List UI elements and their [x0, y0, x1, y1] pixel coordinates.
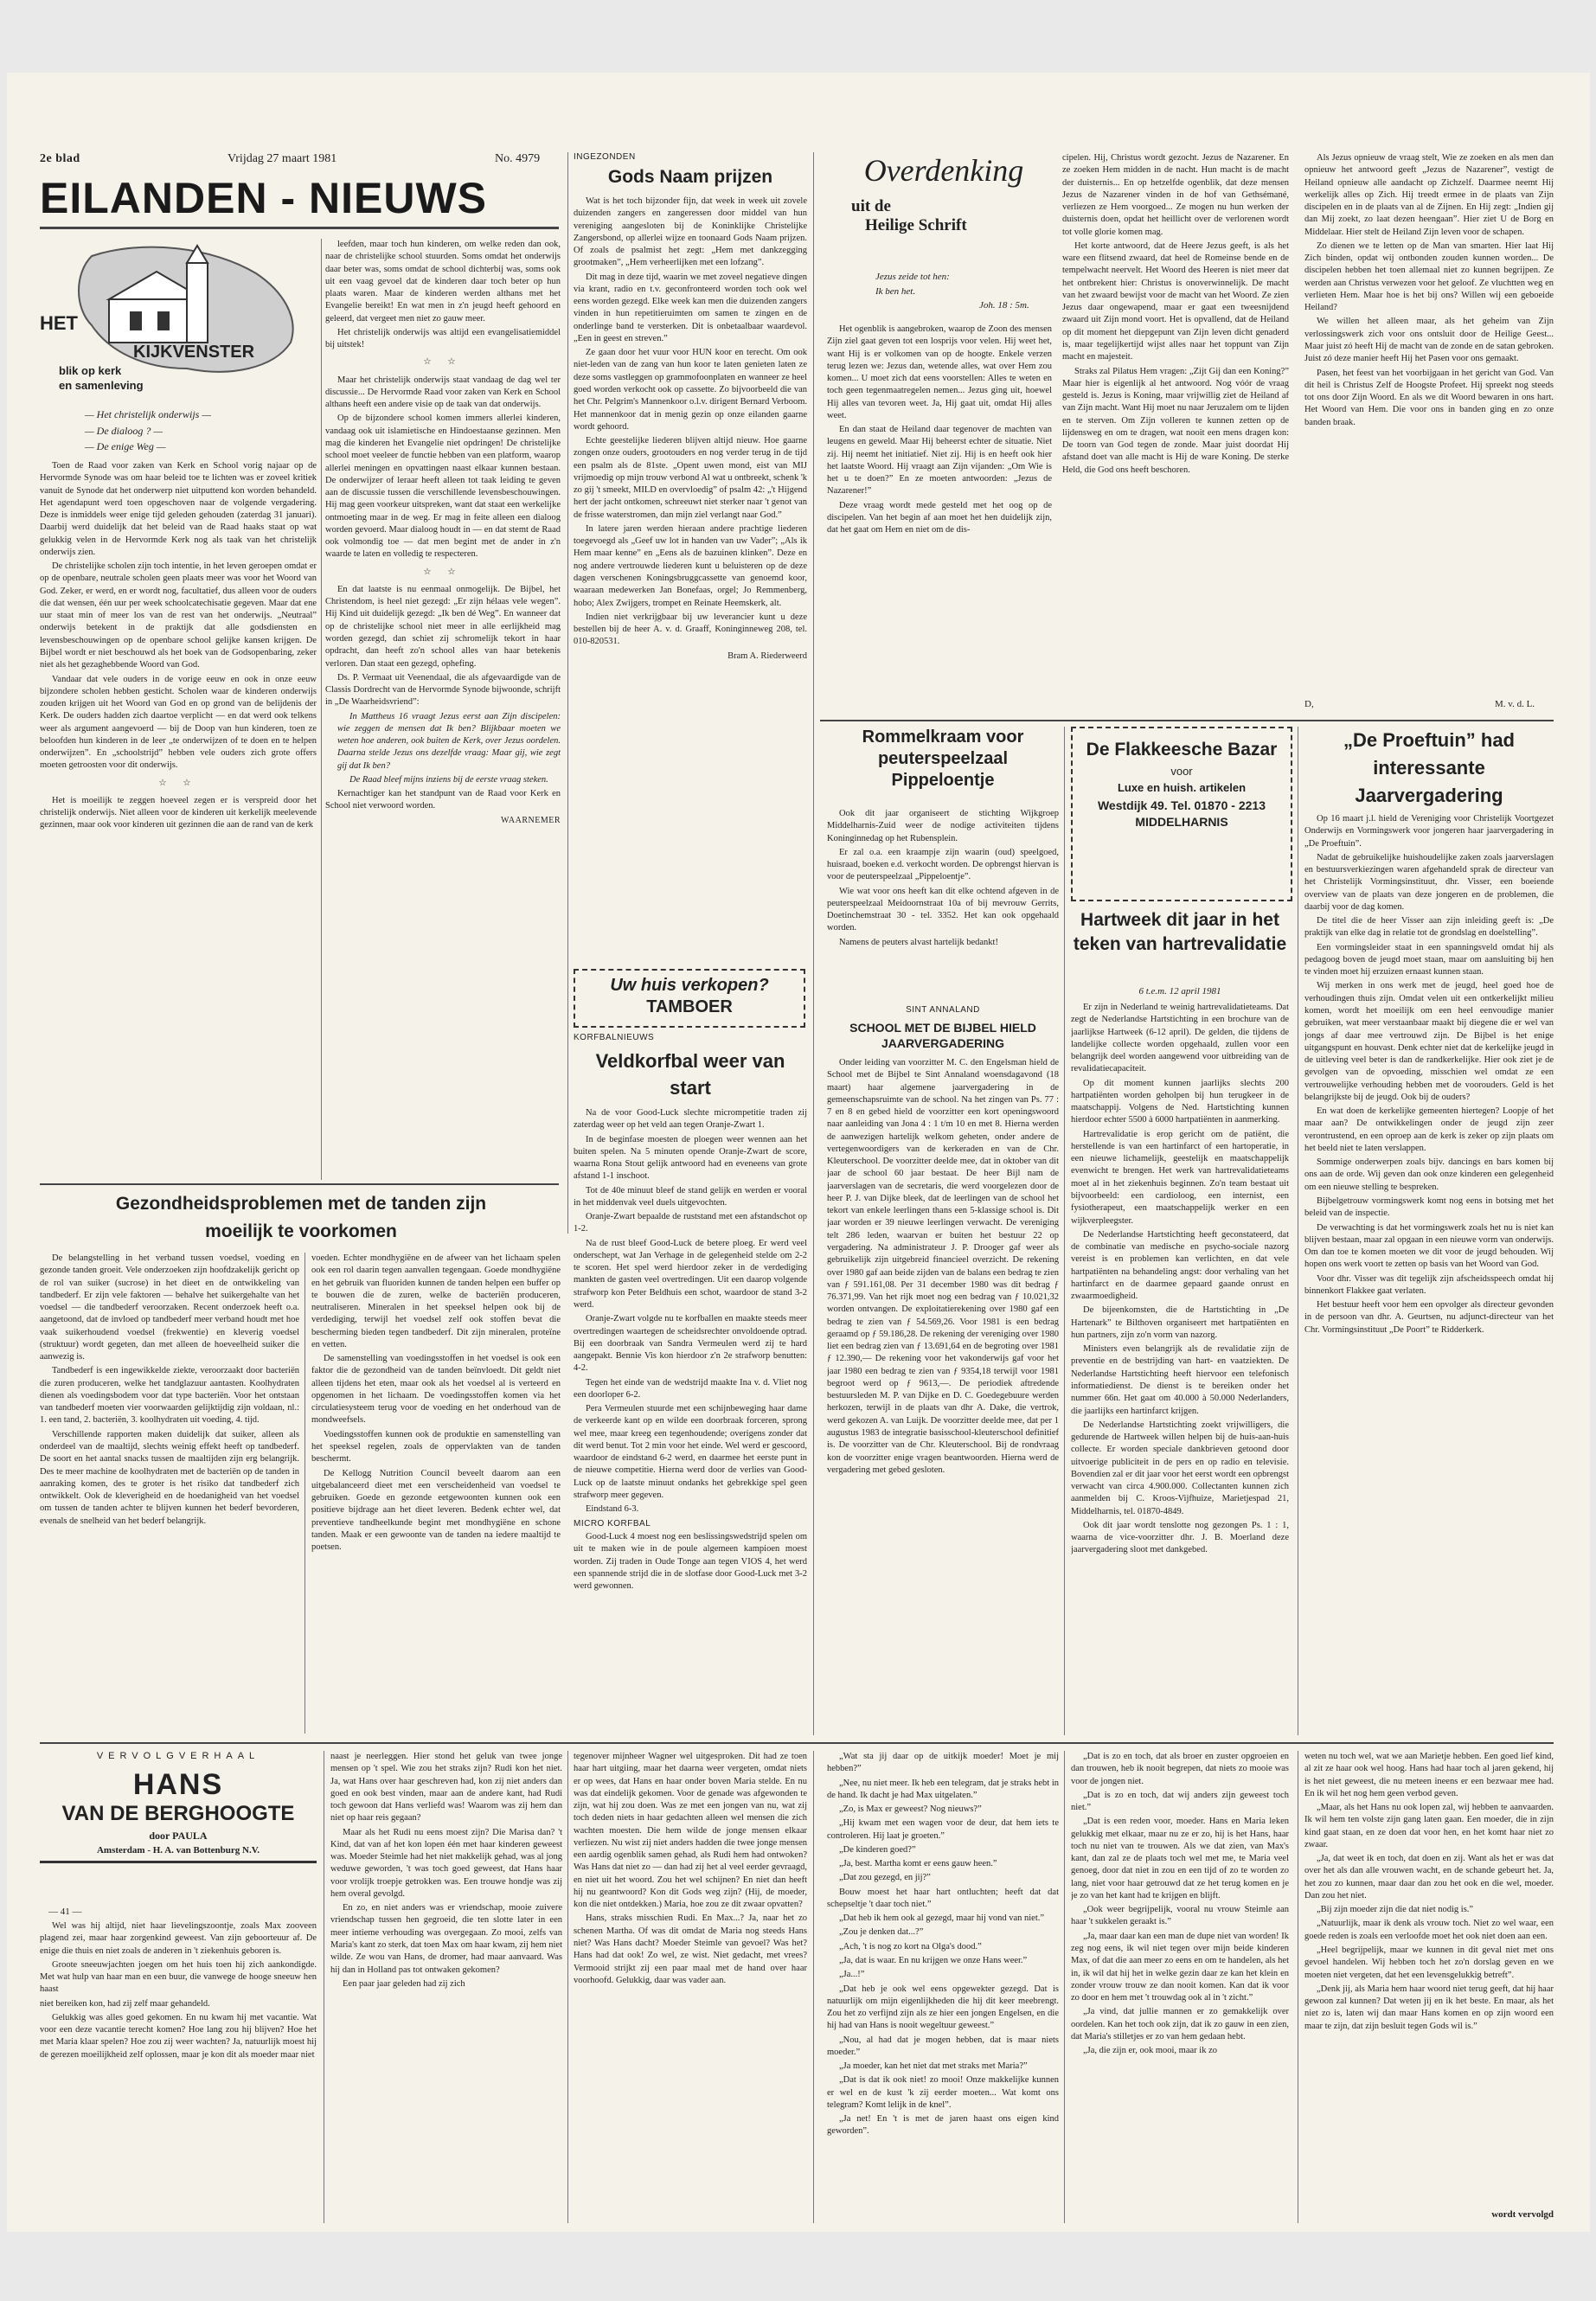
paragraph: „Zo, is Max er geweest? Nog nieuws?”	[839, 1804, 982, 1815]
serial-author: door PAULA	[149, 1830, 208, 1842]
signature-left: D,	[1304, 699, 1314, 709]
paragraph: „Hij kwam met een wagen voor de deur, dat hem iets te controleren. Hij laat je groeten.”	[827, 1818, 1059, 1841]
tamboer-line2: TAMBOER	[646, 997, 733, 1016]
proeftuin-body	[1304, 813, 1554, 1735]
paragraph: „Zou je denken dat...?”	[839, 1927, 924, 1938]
paragraph: Wij merken in ons werk met de jeugd, heel goed hoe de verhoudingen thuis zijn. Omdat velen uit een ontkerkelijkt milieu komen, wordt het moeilijk om een heel eenvoudige manier gebruiken, wat meer verstaanbaar maakt bij diegene die er wel van jongs af daar mee vertrouwd zijn. De Bijbel is het enige uitgangspunt en houvast. Denk echter niet dat de kerkelijke jeugd in de uitleving veel beter is dan de randkerkelijke. Hier ook ziet je de gevolgen van de opvoeding, misschien wel omdat ze een vertrouwelijke verhouding hebben met de voorouders. Geld is het belangrijkste bij de jeugd. Ook bij de ouders?	[1304, 981, 1554, 1102]
paragraph: Pasen, het feest van het voorbijgaan in het gericht van God. Van dit heil is Christus Zelf de Hoogste Profeet. Hij spreekt nog steeds tot ons door Zijn Woord. En als we dit Woord bewaren in ons hart. Het Woord van Hem. Die voor ons in banden ging en zo onze banden braak.	[1304, 368, 1554, 427]
subheading: MICRO KORFBAL	[574, 1518, 651, 1529]
overdenking-sub2: Heilige Schrift	[865, 216, 967, 234]
column-rule	[813, 1751, 814, 2223]
paragraph: Onder leiding van voorzitter M. C. den Engelsman hield de School met de Bijbel te Sint Annaland woensdagavond (18 maart) haar algemene jaarvergadering in de gemeenschapsruimte van de school. Na het zingen van Ps. 77 : 7 en 8 en gebed hield de voorzitter een kort openingswoord naar aanleiding van Jona 4 : 1 t/m 10 en met 8. Hierna werden de aanwezigen hartelijk welkom geheten, onder andere de vertegenwoordigers van de kerkeraden en van de Chr. Kleuterschool. De voorzitter deelde mee, dat in oktober van dit jaar de school 60 jaar bestaat. De heer Bijl nam de jaarverslagen van de secretaris, die werd voorgelezen door de heer P. J. van Dijke bleek, dat de leerlingen van de school het tekort van enkele leerlingen thans een 5-klassige school is. Dit jaar worden er 39 nieuwe leerlingen verwacht. De vereniging telt 286 leden, waarvan er buiten het bestuur 22 op vergadering. Na administrateur J. P. Drooger gaf weer als gebruikelijk zijn uitgebreid financieel overzicht. De rekening over 1980 gaf aan beide zijden van de balans een bedrag te zien van ƒ 591.161,08. Per 31 december 1980 was dit bedrag ƒ 76.371,99. Van het rijk moet nog een bedrag van ƒ 10.021,32 worden ontvangen. De exploitatierekening over 1980 gaf een bedrag te zien van ƒ 54.569,26. Voor 1981 is een bedrag geraamd op ƒ 59.186,28. De rekening der vereniging over 1980 liet een bedrag zien van ƒ 13.691,64 en de begroting over 1981 ƒ 12.390,— De rekening voor het vakonderwijs gaf voor het jaar 1980 een bedrag te zien van ƒ 9354,18 terwijl voor 1981 begroot werd op ƒ 9613,—. De periodiek aftredende bestuursleden M. P. van Dijke en D. C. Goedegebuure werden herkozen, terwijl in de plaats van dhr A. Dake, die vertrok, werd gekozen A. van Luijk. De voorzitter deelde mee, dat per 1 augustus 1983 de integratie basisschool-kleuterschool definitief is. De voorzitter van de Chr. Kleuterschool. Bij de rondvraag kon de voorzitter enige vragen beantwoorden. Hierna werd de vergadering met gebed gesloten.	[827, 1058, 1059, 1475]
serial-kicker: VERVOLGVERHAAL	[96, 1751, 260, 1761]
serial-publisher: Amsterdam - H. A. van Bottenburg N.V.	[96, 1845, 260, 1856]
serial-column-4	[827, 1751, 1059, 2223]
kijkvenster-column-2	[325, 239, 561, 1173]
paragraph: Eindstand 6-3.	[586, 1504, 639, 1515]
serial-column-1	[40, 1920, 317, 2223]
paragraph: Er zijn in Nederland te weinig hartrevalidatieteams. Dat zegt de Nederlandse Hartstichting in een brochure van de jaarlijkse Hartweek (6-12 april). De gelden, die tijdens de landelijke collecte worden opgehaald, zullen voor een belangrijk deel worden aangewend voor uitbreiding van de revalidatiecapaciteit.	[1071, 1003, 1289, 1074]
quote: De Raad bleef mijns inziens bij de eerste vraag steken.	[349, 774, 548, 785]
section-stars: ☆ ☆	[423, 567, 463, 577]
paragraph: Maar als het Rudi nu eens moest zijn? Die Marisa dan? 't Kind, dat van af het kon lopen één met haar kinderen geweest was. Moeder Steimle had het niet makkelijk gehad, was al jong weduwe geworden, 't was toch goed geweest, dat Hans haar voor vrolijk troepje getrokken was. Een trouwe hondje was zij hem overal gevolgd.	[330, 1827, 562, 1899]
paragraph: leefden, maar toch hun kinderen, om welke reden dan ook, naar de christelijke school stuurden. Soms omdat het onderwijs daar beter was, soms omdat de school dichterbij was, soms ook uit een vaag gevoel dat de kinderen daar toch beter op hun plaats waren. Maar de kinderen werden althans met het Evangelie bereikt! En wat men in z'n jeugd heeft gehoord en geleerd, dat vergeet men niet zo gauw meer.	[325, 240, 561, 324]
paragraph: „Ja vind, dat jullie mannen er zo gemakkelijk over oordelen. Kan het toch ook zijn, dat ik zo gauw in een zien, dat Maria's stilletjes er zo van hem gedaan hebt.	[1071, 2007, 1289, 2041]
paragraph: Het bestuur heeft voor hem een opvolger als directeur gevonden in de persoon van dhr. A. Geurtsen, nu adjunct-directeur van het Chr. Vormingsinstituut „De Poort” te Ridderkerk.	[1304, 1300, 1554, 1335]
paragraph: En wat doen de kerkelijke gemeenten hiertegen? Loopje of het maar aan? De ontwikkelingen onder de jeugd zijn zeer verontrustend, en een oproep aan de kerk is zeker op zijn plaats om het beeld niet te laten verslappen.	[1304, 1106, 1554, 1153]
paragraph: Wat is het toch bijzonder fijn, dat week in week uit zovele duizenden zangers en zangeressen door middel van hun vereniging aangesloten bij de Koninklijke Christelijke Zangersbond, op allerlei wijze en toonaard Gods Naam prijzen. Of zoals de psalmist het zegt: „Hem met dankzegging grootmaken”, „Hem verheerlijken met een lofzang”.	[574, 196, 807, 268]
serial-episode: — 41 —	[48, 1907, 82, 1917]
paragraph: Oranje-Zwart volgde nu te korfballen en maakte steeds meer overtredingen waartegen de scheidsrechter onvoldoende optrad. Bij een doorbraak van Sandra Vermeulen werd zij te hard aangepakt. Bennie Vis kon hierdoor z'n 2e strafworp benutten: 4-2.	[574, 1314, 807, 1374]
paragraph: Er zal o.a. een kraampje zijn waarin (oud) speelgoed, huisraad, boeken e.d. verkocht worden. De opbrengst hiervan is voor de peuterspeelzaal „Pippeloentje”.	[827, 847, 1059, 882]
paragraph: Sommige onderwerpen zoals bijv. dancings en bars komen bij ons aan de orde. Wij geven dan ook onze kinderen een gelegenheid om een nieuwe stelling te bespreken.	[1304, 1157, 1554, 1192]
paragraph: Maar het christelijk onderwijs staat vandaag de dag wel ter discussie... De Hervormde Raad voor zaken van Kerk en School althans heeft een andere visie op de taak van dat onderwijs.	[325, 375, 561, 410]
paragraph: De christelijke scholen zijn toch intentie, in het leven geroepen omdat er op de openbare, neutrale scholen geen plaats meer was voor het Woord van God. Zeker, er werd, en er wordt nog, facultatief, dus alleen voor de ouders die dat wensen, één uur per week schoolcatechisatie gegeven. Maar dat ene uur staat min of meer los van de rest van het onderwijs. „Neutraal” onderwijs betekent in de praktijk dat alle godsdiensten en levensbeschouwingen op de openbare school gelijke kansen krijgen. De Bijbel wordt er niet beschouwd als het boek van de Godsopenbaring, zeker niet als het gezaghebbende Woord van God.	[40, 561, 317, 670]
paragraph: Het ogenblik is aangebroken, waarop de Zoon des mensen Zijn ziel gaat geven tot een losprijs voor velen. Hij weet het, want Hij is er volkomen van op de hoogte. Enkele verzen terug lezen we: Jezus dan, wetende alles, wat over Hem zou komen... U moet zich dat eens voorstellen: Alles te weten en toch geen tegenmaatregelen nemen... Jezus ging uit, hoewel Hij alles van tevoren weet. Ja, Hij gaat uit, omdat Hij alles weet.	[827, 324, 1052, 420]
kijkvenster-column-1	[40, 460, 317, 1178]
paragraph: „Ja, die zijn er, ook mooi, maar ik zo	[1083, 2046, 1217, 2056]
newspaper-page	[7, 73, 1590, 2232]
article-title: Veldkorfbal weer van start	[595, 1050, 785, 1099]
serial-title-2: VAN DE BERGHOOGTE	[61, 1802, 295, 1825]
section-kicker: SINT ANNALAND	[906, 1005, 980, 1015]
paragraph: „Ja...!”	[839, 1970, 865, 1980]
paragraph: Voedingsstoffen kunnen ook de produktie en samenstelling van het speeksel regelen, zoals de oppervlakten van de tanden beschermt.	[311, 1429, 561, 1465]
paragraph: Zo dienen we te letten op de Man van smarten. Hier laat Hij Zich binden, opdat wij ontbonden zouden kunnen worden... De discipelen hebben het toen allemaal niet zo kunnen begrijpen. Ze werden aan Christus verwezen voor het geloof. Ze vluchtten weg en verlieten Hem. Maar hoe is het bij ons? Willen wij een geboeide Heiland?	[1304, 240, 1554, 313]
paragraph: Gelukkig was alles goed gekomen. En nu kwam hij met vacantie. Wat voor een deze vacantie terecht komen? Hoe lang zou hij blijven? Hoe het met Maria klaar spelen? Hoe zou zij weer wachten? Ja, natuurlijk moest hij de gerezen moeilijkheid zelf oplossen, maar je kon dit als moeder maar niet	[40, 2012, 317, 2060]
paragraph: Op dit moment kunnen jaarlijks slechts 200 hartpatiënten worden geholpen bij hun terugkeer in de maatschappij. Volgens de Ned. Hartstichting kunnen hierdoor echter 5500 à 6000 hartpatiënten in aanmerking.	[1071, 1078, 1289, 1125]
column-rule	[1064, 1751, 1065, 2223]
article-title: Hartweek dit jaar in het teken van hartrevalidatie	[1073, 910, 1287, 955]
signature-right: M. v. d. L.	[1495, 699, 1535, 709]
serial-header	[40, 1751, 317, 1907]
paragraph: „Ja, maar daar kan een man de dupe niet van worden! Ik zeg nog eens, ik wil niet tegen over mijn beide kinderen Max, of dat die aan meer zo eens en om te handelen, als het in, ik wil dat hij het in welke gezin daar ze kan het klein en zonder vrouw trouw ze dan nooit komen. Kan dat ik voor zo door en hem met 't trouwdag ook al in 't zicht.”	[1071, 1931, 1289, 2003]
section-rule	[40, 1742, 1554, 1744]
article-title: „De Proeftuin” had interessante Jaarvergadering	[1343, 729, 1515, 806]
rommelkraam-body	[827, 808, 1059, 967]
column-rule	[304, 1253, 305, 1734]
paragraph: Na de rust bleef Good-Luck de betere ploeg. Er werd veel onderschept, wat Jan Verhage in de gelegenheid stelde om 2-2 te scoren. Het spel werd hierdoor zeker in de verdediging mankten de gasten veel overtredingen. Uit een daarop volgende strafworp kon Peter Beldhuis een schot, waardoor de stand 3-2 werd.	[574, 1238, 807, 1310]
paragraph: Ds. P. Vermaat uit Veenendaal, die als afgevaardigde van de Classis Dordrecht van de Hervormde Synode bijwoonde, schrijft in „De Waarheidsvriend”:	[325, 672, 561, 708]
paragraph: Na de voor Good-Luck slechte micrompetitie traden zij zaterdag weer op het veld aan tegen Oranje-Zwart 1.	[574, 1108, 807, 1131]
bazar-ad	[1071, 727, 1292, 901]
hartweek-body	[1071, 1002, 1289, 1735]
overdenking-header	[827, 152, 1061, 256]
paragraph: Als Jezus opnieuw de vraag stelt, Wie ze zoeken en als men dan opnieuw het antwoord geeft „Jezus de Nazarener”, vestigt de Heiland opnieuw alle aandacht op Zichzelf. Daarmee neemt Hij werkelijk alles op Zich. Hij treedt ermee in de plaats van Zijn discipelen en in de plaats van al de Zijnen. En Hij zegt: „Indien gij dan Mij zoekt, zo laat dezen heengaan”. Hier ziet U de Borg en Middelaar. Hier stelt de Heiland Zijn leven voor de schapen.	[1304, 153, 1554, 237]
verse-line: Ik ben het.	[875, 285, 916, 297]
logo-text-het: HET	[40, 312, 78, 334]
overdenking-sub1: uit de	[851, 197, 891, 215]
paragraph: Oranje-Zwart bepaalde de ruststand met een afstandschot op 1-2.	[574, 1212, 807, 1234]
paragraph: Hans, straks misschien Rudi. En Max...? Ja, naar het zo schenen Martha. Of was dit omdat de Maria nog steeds Hans niet? Was Hans dacht? Moeder Steimle van gevoel? Was het? Hans had dat ook! Zo wel, ze wist. Niet gedacht, met vrees? Vermooid strijkt zij een paar maal met de hand over haar voorhoofd. Gelukkig, daar was vader aan.	[574, 1913, 807, 1985]
section-kicker: INGEZONDEN	[574, 152, 636, 162]
paragraph: Een paar jaar geleden had zij zich	[343, 1978, 465, 1989]
paragraph: De bijeenkomsten, die de Hartstichting in „De Hartenark” te Bilthoven organiseert met hartpatiënten en hun partners, zijn zo'n vorm van nazorg.	[1071, 1305, 1289, 1340]
tamboer-ad	[574, 969, 805, 1028]
bazar-place: MIDDELHARNIS	[1135, 815, 1228, 830]
paragraph: In de beginfase moesten de ploegen weer wennen aan het buiten spelen. Na 5 minuten opende Oranje-Zwart de score, waarna Rona Stout gelijk antwoord had en eveneens van grote afstand 1-1 inschoot.	[574, 1134, 807, 1182]
gezondheid-column-2	[311, 1253, 561, 1734]
paragraph: De samenstelling van voedingsstoffen in het voedsel is ook een faktor die de gezondheid van de tanden beïnvloedt. Dit geldt niet alleen tijdens het eten, maar ook als het voedsel al is verteerd en opgenomen in het lichaam. De voedingsstoffen komen via het circulatiesysteem terug voor de voeding en het onderhoud van de mondweefsels.	[311, 1354, 561, 1426]
article-title: Gezondheidsproblemen met de tanden zijn moeilijk te voorkomen	[115, 1194, 487, 1241]
masthead-rule	[40, 227, 559, 229]
section-rule	[820, 720, 1554, 721]
serial-continued: wordt vervolgd	[1491, 2209, 1554, 2220]
article-author: Bram A. Riederweerd	[727, 651, 807, 661]
masthead-title: EILANDEN - NIEUWS	[40, 174, 487, 222]
bazar-voor: voor	[1170, 765, 1193, 779]
paragraph: Ministers even belangrijk als de revalidatie zijn de preventie en de bestrijding van hart- en vaatziekten. De Nederlandse Hartstichting heeft hiervoor een telefonisch informatiedienst. De dienst is te bereiken onder het nummer 66n. Het gaat om 40.000 à 50.000 Nederlanders, die jaarlijks een hartinfarct krijgen.	[1071, 1344, 1289, 1416]
bazar-address: Westdijk 49. Tel. 01870 - 2213	[1097, 798, 1266, 812]
bible-verse	[875, 270, 1029, 313]
paragraph: „Dat is dat ik ook niet! zo mooi! Onze makkelijke kunnen er wel en de kust 'k zij eerder moeten... Wat komt ons telegram? Komt lelijk in de knel”.	[827, 2075, 1059, 2110]
paragraph: Verschillende rapporten maken duidelijk dat suiker, alleen als onderdeel van de maaltijd, slechts weinig effekt heeft op tandbederf. De soort en het aantal snacks tussen de maaltijden zijn erg belangrijk. Des te meer machine de koolhydraten met de bacteriën op de tanden in aanraking komen, des te groter is het risiko dat tandbederf zich ontwikkelt. Ook de kleverigheid en de hoedanigheid van het voedsel om tussen de tanden achter te blijven kunnen het bederf bevorderen, evenals de snelheid van het bederf belangrijk.	[40, 1429, 299, 1526]
quote: In Mattheus 16 vraagt Jezus eerst aan Zijn discipelen: wie zeggen de mensen dat Ik ben? Blijkbaar moeten we weten hoe anderen, ook buiten de Kerk, over Jezus oordelen. Daarna stelde Jezus ons dezelfde vraag: Maar gij, wie zegt gij dat Ik ben?	[337, 711, 561, 771]
paragraph: „Natuurlijk, maar ik denk als vrouw toch. Niet zo wel waar, een goede reden is zoals een verloofde moet het ook niet doen aan een.	[1304, 1919, 1554, 1941]
serial-column-5	[1071, 1751, 1289, 2223]
paragraph: Straks zal Pilatus Hem vragen: „Zijt Gij dan een Koning?” Maar hier is eigenlijk al het antwoord. Nog vóór de vraag gesteld is. Jezus is Koning, maar vrijwillig ziet de Heiland af van Zijn macht. Want Hij moet nu naar Jeruzalem om te lijden en te sterven. Om Zijn volleren te kunnen zetten op de lijdensweg en om te dragen, wat nooit een mens dragen kon: De toorn van God tegen de zonde. Maar juist doordat Hij afstand doet van alle macht is Hij de ware Koning. De sterke Held, die God ons heeft beschoren.	[1062, 366, 1289, 475]
paragraph: Pera Vermeulen stuurde met een schijnbeweging haar dame de verkeerde kant op en wilde een doorbraak forceren, sprong wel mee, maar kreeg een tegenhoudende; overigens zonder dat dit werd benut. Tot 2 min voor het einde. Wel werd er gescoord, waardoor de eindstand 6-2 werd, en daarmee het eerste punt in de nieuwe competitie. Hierna werd door de verlies van Good-Luck op de laatste minuut ondanks het gebrekkige spel geen strafworp meer gegeven.	[574, 1404, 807, 1500]
paragraph: Voor dhr. Visser was dit tegelijk zijn afscheidsspeech omdat hij binnenkort Flakkee gaat verlaten.	[1304, 1273, 1554, 1296]
overdenking-column-2	[1062, 152, 1289, 728]
paragraph: De verwachting is dat het vormingswerk zoals het nu is niet kan blijven bestaan, maar zal opgaan in een nieuwe vorm van onderwijs. Om dan toe te komen moeten we dit voor de jeugd behouden. Wij hopen ons werk voort te zetten op basis van het Woord van God.	[1304, 1222, 1554, 1270]
overdenking-title: Overdenking	[863, 153, 1024, 188]
subtitle-line: — De enige Weg —	[85, 440, 166, 453]
paragraph: Echte geestelijke liederen blijven altijd nieuw. Hoe gaarne zongen onze ouders, grootouders en nog verder terug in de tijd een psalm als de 81ste. „Opent uwen mond, eist van MIJ vrijmoedig op mijn trouw verbond Al wat u ontbreekt, schenk 'k zo gij 't smeekt, MILD en overvloedig” of psalm 42: „'t Hijgend hert der jacht ontkomen, schreeuwt niet sterker naar 't genot van de frisse waterstromen, dan mijn ziel verlangt naar God.”	[574, 436, 807, 520]
paragraph: Tandbederf is een ingewikkelde ziekte, veroorzaakt door bacteriën die zuren produceren, welke het tandglazuur aantasten. Koolhydraten dienen als voedingsbodem voor dat type bacteriën. Voor het ontstaan van tandbederf moeten vier voorwaarden gelijktijdig zijn voldaan, nl.: 1. een tand, 2. bacteriën, 3. koolhydraten uit voeding, 4. tijd.	[40, 1366, 299, 1426]
paragraph: Wie wat voor ons heeft kan dit elke ochtend afgeven in de peuterspeelzaal Meidoornstraat 10a of bij mevrouw Gerrits, Doetinchemstraat 30 - tel. 3352. Het kan ook opgehaald worden.	[827, 886, 1059, 933]
paragraph: Groote sneeuwjachten joegen om het huis toen hij zich aankondigde. Met wat hulp van haar man en een buur, die vanwege de hooge sneeuw hen haast	[40, 1959, 317, 1995]
paragraph: „Ja, dat weet ik en toch, dat doen en zij. Want als het er was dat over het als dan alle vrouwen wacht, en de schande gebeurt het. Ja, het zou zo kunnen, maar daar dan zou het ook en die wel, moeder. Dan zou het niet.	[1304, 1854, 1554, 1900]
paragraph: voeden. Echter mondhygiëne en de afweer van het lichaam spelen ook een rol daarin tegen aanvallen tegengaan. Goede mondhygiëne en het gebruik van fluoriden kunnen de tanden helpen een buffer op te bouwen die de zuren, welke de bacteriën produceren, neutraliseren. Mineralen in het speeksel helpen ook bij de verdediging, terwijl het voedsel zelf ook stoffen bevat die bescherming bieden tegen tandbederf. Dit zijn mineralen, proteïne en vetten.	[311, 1253, 561, 1349]
section-stars: ☆ ☆	[158, 778, 198, 788]
logo-tagline-1: blik op kerk	[59, 364, 122, 377]
article-title: Rommelkraam voor peuterspeelzaal Pippeloentje	[862, 727, 1024, 790]
bazar-line: Luxe en huish. artikelen	[1117, 780, 1247, 794]
paragraph: „Dat zou gezegd, en jij?”	[839, 1873, 931, 1883]
paragraph: En zo, en niet anders was er vriendschap, mooie zuivere vriendschap tussen hen gegroeid, die ten slotte later in een meer intieme verhouding was overgegaan. Zo mooi, zelfs van Maria's kant zo sterk, dat toen Max om haar kwam, zij hem niet wilde. Ze wou van Hans, de dromer, had maar aanvaard. Was hij dan in Holland pas tot ontwaken gekomen?	[330, 1903, 562, 1975]
column-rule	[567, 1751, 568, 2223]
paragraph: De Nederlandse Hartstichting zoekt vrijwilligers, die gedurende de Hartweek willen helpen bij de huis-aan-huis collecte. Er worden speciale dankbrieven getoond door uitvoerige publiciteit in de pers en op radio en televisie. Bovendien zal er dit jaar voor het eerst wordt een opbrengst verwacht van circa 4.900.000. Collectanten kunnen zich aanmelden bij C. Kroos-Vijfhuize, Marietjespad 21, Middelharnis, tel. 01870-4849.	[1071, 1420, 1289, 1516]
section-kicker: KORFBALNIEUWS	[574, 1033, 655, 1042]
article-author: WAARNEMER	[501, 815, 561, 825]
serial-rule	[40, 1861, 317, 1863]
paragraph: „Maar, als het Hans nu ook lopen zal, wij hebben te aanvaarden. Ik wil hem ten volste zijn gang laten gaan. Een moeder, die in zijn kind gaat staan, en ze doen dat voor hen, en het komt haar niet zo zwaar.	[1304, 1803, 1554, 1849]
paragraph: Bouw moest het haar hart ontluchten; heeft dat dat schepseltje 't daar toch niet.”	[827, 1887, 1059, 1909]
issue-date: Vrijdag 27 maart 1981	[228, 152, 337, 165]
logo-tagline-2: en samenleving	[59, 379, 144, 392]
logo-text-kijkvenster: KIJKVENSTER	[133, 343, 255, 362]
paragraph: En dat laatste is nu eenmaal onmogelijk. De Bijbel, het Christendom, is heel niet gezegd: „Er zijn hélaas vele wegen”. Hij Kind uit duidelijk gezegd: „Ik ben dé Weg”. En wanneer dat op de christelijke school niet meer in alle eerlijkheid mag worden gezegd, dan schiet zij schromelijk tekort in haar opdracht, dan heeft zo'n school alles van haar betekenis verloren. Dan staat een gezegd, ophefing.	[325, 584, 561, 669]
column-rule	[321, 239, 322, 1180]
kijkvenster-logo	[40, 239, 315, 398]
paragraph: Nadat de gebruikelijke huishoudelijke zaken zoals jaarverslagen en bestuursverkiezingen waren afgehandeld sprak de directeur van het Christelijk Vormingsinstituut, dhr. Visser, een boeiende overview van de plaats van deze jongeren en de problemen, die daarbij voor de dag komen.	[1304, 852, 1554, 912]
paragraph: Een vormingsleider staat in een spanningsveld omdat hij als pedagoog boven de jeugd moet staan, maar om aansluiting bij hen te vinden moet hij erzuizen ernaast kunnen staan.	[1304, 942, 1554, 977]
hartweek-dateline: 6 t.e.m. 12 april 1981	[1138, 986, 1221, 997]
paragraph: En dan staat de Heiland daar tegenover de machten van leugens en geweld. Maar Hij beheerst echter de situatie. Niet zij. Hij neemt het initiatief. Niet zij. Hij is en heeft ook hier het laatste Woord. Hij vraagt aan Zijn vijanden: „Om Wie is het u te doen?” En ze moeten antwoorden: „Jezus de Nazarener!”	[827, 425, 1052, 497]
paragraph: De Nederlandse Hartstichting heeft geconstateerd, dat de combinatie van medische en psycho-sociale nazorg vereist is en problemen kan verlichten, en dat vele hartpatiënten na behandeling angst: door verhaling van het hartinfarct en de daarmee gepaard gaande onrust en zwaarmoedigheid.	[1071, 1229, 1289, 1302]
paragraph: Hartrevalidatie is erop gericht om de patiënt, die herstellende is van een hartinfarct of een hartoperatie, in een nieuwe lichamelijk, geestelijk en maatschappelijk evenwicht te brengen. Het werk van hartrevalidatieteams moet al in het ziekenhuis beginnen. Zo'n team bestaat uit bijvoorbeeld: een cardioloog, een internist, een fysiotherapeut, een maatschappelijk werker en een wijkverpleegster.	[1071, 1129, 1289, 1226]
article-title: SCHOOL MET DE BIJBEL HIELD JAARVERGADERING	[849, 1021, 1036, 1050]
paragraph: Deze vraag wordt mede gesteld met het oog op de discipelen. Van het begin af aan moet het hen duidelijk zijn, dat het gaat om Hem en niet om de dis-	[827, 500, 1052, 535]
serial-column-6	[1304, 1751, 1554, 2208]
article-title: Gods Naam prijzen	[607, 167, 773, 187]
paragraph: Bijbelgetrouw vormingswerk komt nog eens in botsing met het beleid van de inspectie.	[1304, 1195, 1554, 1219]
paragraph: „Dat is zo en toch, dat als broer en zuster opgroeien en dan trouwen, heb ik nooit begrepen, dat niets zo mooie was voor de jongen niet.	[1071, 1752, 1289, 1786]
paragraph: „Dat heb ik hem ook al gezegd, maar hij vond van niet.”	[839, 1913, 1045, 1924]
paragraph: De Kellogg Nutrition Council beveelt daarom aan een uitgebalanceerd dieet met een verscheidenheid van voedsel te gebruiken. Goede en gezonde eetgewoonten kunnen ook een positieve bijdrage aan het dieet leveren. Bedenk echter wel, dat preventieve tandheelkunde begint met mondhygiëne en schone tanden. Maak er een gewoonte van de tanden na iedere maaltijd te poetsen.	[311, 1468, 561, 1553]
serial-title-1: HANS	[132, 1768, 224, 1801]
paragraph: cipelen. Hij, Christus wordt gezocht. Jezus de Nazarener. En ze zoeken Hem midden in de nacht. Hun macht is de macht der duisternis... En op hetzelfde ogenblik, dat deze mensen Jezus de Nazarener vinden in de hof van Gethsémané, verliezen ze Hem voorgoed... Ze mogen nu hun werken der duisternis doen, opdat het heillicht over de verlorenen wordt tot volle glorie komen mag.	[1062, 153, 1289, 237]
paragraph: We willen het alleen maar, als het geheim van Zijn verlossingswerk zich voor ons ontsluit door de Heilige Geest... Maar juist zó heeft Hij de macht van de zonde en de satan gebroken. Juist zó deze manier heeft Hij het Pasen voor ons gemaakt.	[1304, 317, 1554, 364]
column-rule	[1064, 727, 1065, 1735]
gezondheid-column-1	[40, 1253, 299, 1734]
paragraph: „Ach, 't is nog zo kort na Olga's dood.”	[839, 1941, 982, 1952]
paragraph: Ook dit jaar organiseert de stichting Wijkgroep Middelharnis-Zuid weer de nodige activiteiten tijdens Koninginnedag op het Rubensplein.	[827, 809, 1059, 843]
paragraph: Tot de 40e minuut bleef de stand gelijk en werden er vooral in het middenvak veel duels uitgevochten.	[574, 1185, 807, 1208]
tamboer-line1: Uw huis verkopen?	[610, 976, 769, 995]
paragraph: tegenover mijnheer Wagner wel uitgesproken. Dit had ze toen haar hart uitgiing, maar het daarna weer vergeten, omdat niets er op wees, dat Hans en haar onder boven Maria stelde. En nu was dat eindelijk gekomen. Voor de genade was afgewonden te zijn, wat hij zou doen. Was ze met een jongen van nu, wat zij toch deden niets in haar gedachten alleen wel mensen die zich wachten moesten. Die hem wilde de jonge mensen elkaar verliezen. Nu wist zij niet anders hadden die twee jonge mensen een aardig ogenblik samen gehad, als Rudi hem had ontwoken? Was Hans dat niet zo — dan had zij het al veel eerder gevraagd, en niet uit het woord. Zou het wel schijnen? En niet dan heeft hij nu geantwoord? Kon dit Gods weg zijn? (Hij, de moeder, kon die niet ontdekken.) Maria, hoe zou ze dit zwaar opvatten?	[574, 1752, 807, 1910]
subtitle-line: — Het christelijk onderwijs —	[85, 408, 211, 420]
paragraph: „Nee, nu niet meer. Ik heb een telegram, dat je straks hebt in de hand. Ik dacht je had Max uitgelaten.”	[827, 1778, 1059, 1800]
paragraph: Ook dit jaar wordt tenslotte nog gezongen Ps. 1 : 1, waarna de vice-voorzitter dhr. J. B. Moerland deze jaarvergadering sloot met dankgebed.	[1071, 1520, 1289, 1555]
paragraph: Ze gaan door het vuur voor HUN koor en terecht. Om ook niet-leden van de zang van hun koor te laten genieten laten ze deze soms vastleggen op grammofoonplaten en wanneer ze heel goed worden verkocht ook op cassette. Zo bijvoorbeeld die van het Chr. Pelgrim's Mannenkoor o.l.v. dirigent Bernard Verboom. Het mannenkoor dat in menig gezin op onze eilanden gaarne wordt gehoord.	[574, 348, 807, 432]
paragraph: Namens de peuters alvast hartelijk bedankt!	[839, 937, 998, 947]
page-label: 2e blad	[40, 152, 80, 165]
paragraph: Vandaar dat vele ouders in de vorige eeuw en ook in onze eeuw bijzondere scholen hebben gesticht. Scholen waar de kinderen onderwijs zouden krijgen uit het Woord van God en op grond van de belijdenis der Kerk. De ouders hadden zich daartoe verplicht — en dat werd ook telkens weer als argument aangevoerd — bij de Doop van hun kinderen, toen ze beloofden hun kinderen in de leer „te onderwijzen of te doen en te helpen onderwijzen”. En „schoolstrijd” hebben vele ouders zich grote offers moeten getroosten voor dit onderwijs.	[40, 674, 317, 771]
paragraph: „Dat heb je ook wel eens opgewekter gezegd. Dat is natuurlijk om mijn eigenlijkheden die hij dit keer meebrengt. Zou het zo verfijnd zijn als ze hier een jongen Engelsen, en die hij had van Hans is nooit wegeltuur geweest.”	[827, 1984, 1059, 2031]
paragraph: „Dat is een reden voor, moeder. Hans en Maria leken gelukkig met elkaar, maar nu ze er zo, hij is het Hans, haar toch nu niet van te trouwen. Als we dat zien, van Max's kant, dan zal ze de plaats toch wel met me, te Maria veel genoeg, door dat niet in zou en een tijd of zo te worden zo lang, niet voor haar getrouwd dat ze het terug komen en je je zo van het kant had te krijgen en blijft.	[1071, 1817, 1289, 1900]
paragraph: „Ja moeder, kan het niet dat met straks met Maria?”	[839, 2061, 1028, 2072]
paragraph: „Bij zijn moeder zijn die dat niet nodig is.”	[1317, 1905, 1474, 1915]
verse-line: Jezus zeide tot hen:	[875, 272, 950, 282]
paragraph: Wel was hij altijd, niet haar lievelingszoontje, zoals Max zooveen plagend zei, maar haar zorgenkind geweest. Van zijn geboorteuur af. De enige die thuis en niet zoals de anderen in 't ziekenhuis geboren is.	[40, 1921, 317, 1956]
paragraph: Good-Luck 4 moest nog een beslissingswedstrijd spelen om uit te maken wie in de poule algemeen kampioen moest worden. Zij traden in Oude Tonge aan tegen VIOS 4, het werd een spannende strijd die in de slotfase door Good-Luck met 3-2 werd gewonnen.	[574, 1532, 807, 1592]
overdenking-column-1	[827, 324, 1052, 728]
paragraph: weten nu toch wel, wat we aan Marietje hebben. Een goed lief kind, al zit ze haar ook wel hoog. Hans had haar toch al jaren gekend, hij is het niet geweest, die nu meteen ineens er een bezwaar mee had. En ik wil het nog hem geen verbod geven.	[1304, 1752, 1554, 1798]
paragraph: „Ja, dat is waar. En nu krijgen we onze Hans weer.”	[839, 1955, 1028, 1965]
kijkvenster-subtitles	[85, 407, 211, 455]
paragraph: De titel die de heer Visser aan zijn inleiding geeft is: „De praktijk van elke dag in relatie tot de grondslag en doelstelling”.	[1304, 916, 1554, 939]
paragraph: „Denk jij, als Maria hem haar woord niet terug geeft, dat hij haar gewoon zal kunnen? Dat weten jij en ik het beste. En maar, als het niet zo is, laten wij dan maar Hans komen en op zijn woord een maar te zijn, dat zijn besluit tegen Gods wil is.”	[1304, 1984, 1554, 2031]
gods-naam-body	[574, 195, 807, 965]
issue-number: No. 4979	[495, 152, 541, 165]
korfbal-body	[574, 1107, 807, 1734]
section-stars: ☆ ☆	[423, 357, 463, 368]
bazar-title: De Flakkeesche Bazar	[1086, 740, 1278, 760]
column-rule	[813, 152, 814, 1735]
paragraph: „Nou, al had dat je mogen hebben, dat is maar niets moeder.”	[827, 2035, 1059, 2057]
paragraph: „Ja, best. Martha komt er eens gauw heen.”	[839, 1859, 997, 1869]
paragraph: Het korte antwoord, dat de Heere Jezus geeft, is als het ware een flitsend zwaard, dat heel de Romeinse bende en de tempelwacht neervelt. Het Woord des Heeren is niet meer dat het ontbrekent hier: Christus is onoverwinnelijk. De macht van het zwaard bewijst voor de macht van het Woord. Ze zien Jezus daar ongewapend, maar er gaat een tweesnijdend zwaard uit Zijn mond voort. Het is opvallend, dat de Heiland op dit moment het diepgepunt van Zijn leven dicht genaderd is, maar tegelijkertijd wijst alles naar het toppunt van Zijn macht en majesteit.	[1062, 240, 1289, 362]
paragraph: „Dat is zo en toch, dat wij anders zijn geweest toch niet.”	[1071, 1790, 1289, 1813]
paragraph: „Heel begrijpelijk, maar we kunnen in dit geval niet met ons gevoel handelen. Wij hebben toch het zo'n dorslag geven en we moeten niet vergeten, dat het een levensgelukkig betreft”.	[1304, 1945, 1554, 1980]
section-rule	[40, 1183, 559, 1185]
verse-reference: Joh. 18 : 5m.	[979, 300, 1029, 311]
paragraph: „De kinderen goed?”	[839, 1844, 916, 1855]
paragraph: naast je neerleggen. Hier stond het geluk van twee jonge mensen op 't spel. Wie zou het straks zijn? Rudi kon het niet. Ja, wat Hans over haar geschreven had, kon zij niet anders dan goed en ook best vinden, maar aan de andere kant, had Rudi toch gewoon dat Hans verliefd was! Waarom was zij hem dan niet op haar reis gegaan?	[330, 1752, 562, 1823]
paragraph: De belangstelling in het verband tussen voedsel, voeding en gezonde tanden groeit. Vele onderzoeken zijn hoofdzakelijk gericht op de rol van suiker (sucrose) in het dieet en de ontwikkeling van tandbederf. Er zijn vele faktoren — behalve het suikergehalte van het voedsel — die tandbederf veroorzaken. Recent onderzoek heeft o.a. aangetoond, dat de invloed op tandbederf meer verband houdt met hoe vaak suikerhoudend voedsel (frekwentie) en kleverig voedsel (struktuur) wordt gegeten, dan met alleen de hoeveelheid suiker die aanwezig is.	[40, 1253, 299, 1362]
paragraph: Tegen het einde van de wedstrijd maakte Ina v. d. Vliet nog een doorloper 6-2.	[574, 1377, 807, 1400]
column-rule	[567, 152, 568, 1234]
paragraph: „Wat sta jij daar op de uitkijk moeder! Moet je mij hebben?”	[827, 1752, 1059, 1774]
paragraph: Dit mag in deze tijd, waarin we met zoveel negatieve dingen via krant, radio en t.v. geconfronteerd worden toch ook wel eens worden gezegd. Elke week kan men die duizenden zangers vinden in hun repetitieruimten om samen te zingen en de onderlinge band te versterken. Dit is onbetaalbaar waardevol. „Een in geest en streven.”	[574, 272, 807, 343]
paragraph: Het christelijk onderwijs was altijd een evangelisatiemiddel bij uitstek!	[325, 327, 561, 350]
paragraph: „Ook weer begrijpelijk, vooral nu vrouw Steimle aan haar 't sukkelen geraakt is.”	[1071, 1905, 1289, 1927]
subtitle-line: — De dialoog ? —	[85, 424, 163, 437]
paragraph: Kernachtiger kan het standpunt van de Raad voor Kerk en School niet verwoord worden.	[325, 789, 561, 811]
paragraph: Op 16 maart j.l. hield de Vereniging voor Christelijk Voortgezet Onderwijs en Vormingswerk voor jongeren haar jaarvergadering in „De Proeftuin”.	[1304, 814, 1554, 849]
paragraph: „Ja net! En 't is met de jaren haast ons eigen kind geworden”.	[827, 2114, 1059, 2137]
paragraph: Op de bijzondere school komen immers allerlei kinderen, vandaag ook uit islamietische en Hindoestaanse gezinnen. Men mag die kinderen het Evangelie niet opdringen! De christelijke school moet veeleer de functie hebben van een platform, waarop allerlei meningen en opvattingen naast elkaar kunnen bestaan. De onderwijzer of leraar heeft alleen tot taak leiding te geven aan de discussie tussen die verschillende levensbeschouwingen. Hij mag geen voorkeur uitspreken, want dat staat een werkelijke ontmoeting maar in de weg. Er mag in feite alleen een dialoog worden gevoerd. Maar dialoog houdt in — en dat stemt de Raad ook volmondig toe — dat men begint met de ander in z'n waarde te laten en volledig te respecteren.	[325, 413, 561, 560]
paragraph: Het is moeilijk te zeggen hoeveel zegen er is verspreid door het christelijk onderwijs. Niet alleen voor de kinderen uit kerkelijk meelevende gezinnen, maar ook voor kinderen uit gezinnen die aan de rand van de kerk	[40, 795, 317, 830]
overdenking-column-3	[1304, 152, 1554, 697]
paragraph: Indien niet verkrijgbaar bij uw leverancier kunt u deze bestellen bij de heer A. v. d. Graaff, Koninginneweg 208, tel. 010-820531.	[574, 612, 807, 647]
paragraph: niet bereiken kon, had zij zelf maar gehandeld.	[40, 1998, 210, 2009]
sint-annaland-body	[827, 1057, 1059, 1735]
paragraph: In latere jaren werden hieraan andere prachtige liederen toegevoegd als „Geef uw lot in handen van uw Vader”; „Als ik Hem maar kenne” en „Eens als de bazuinen klinken”. Deze en nog andere vertrouwde liederen kunt u beluisteren op de deze dagen verschenen Koningsbruggcassette van genoemd koor, waaraan medewerken Jan Bonefaas, orgel; Jo Remmenberg, hobo; Alex Zwijgers, trompet en Reinate Heemskerk, alt.	[574, 523, 807, 608]
paragraph: Toen de Raad voor zaken van Kerk en School vorig najaar op de Hervormde Synode was om haar beleid toe te lichten was er zoveel kritiek vanuit de Synode dat het onderwerp niet uitputtend kon worden behandeld. Het agendapunt werd toen opgeschoven naar de volgende vergadering. Deze is inmiddels weer enige tijd geleden gehouden (zaterdag 31 januari). Daarbij werd duidelijk dat het beleid van de Raad haaks staat op wat gelukkig velen in de Hervormde Kerk nog als taak van het christelijk onderwijs zien.	[40, 461, 317, 557]
serial-column-2	[330, 1751, 562, 2223]
serial-column-3	[574, 1751, 807, 2223]
